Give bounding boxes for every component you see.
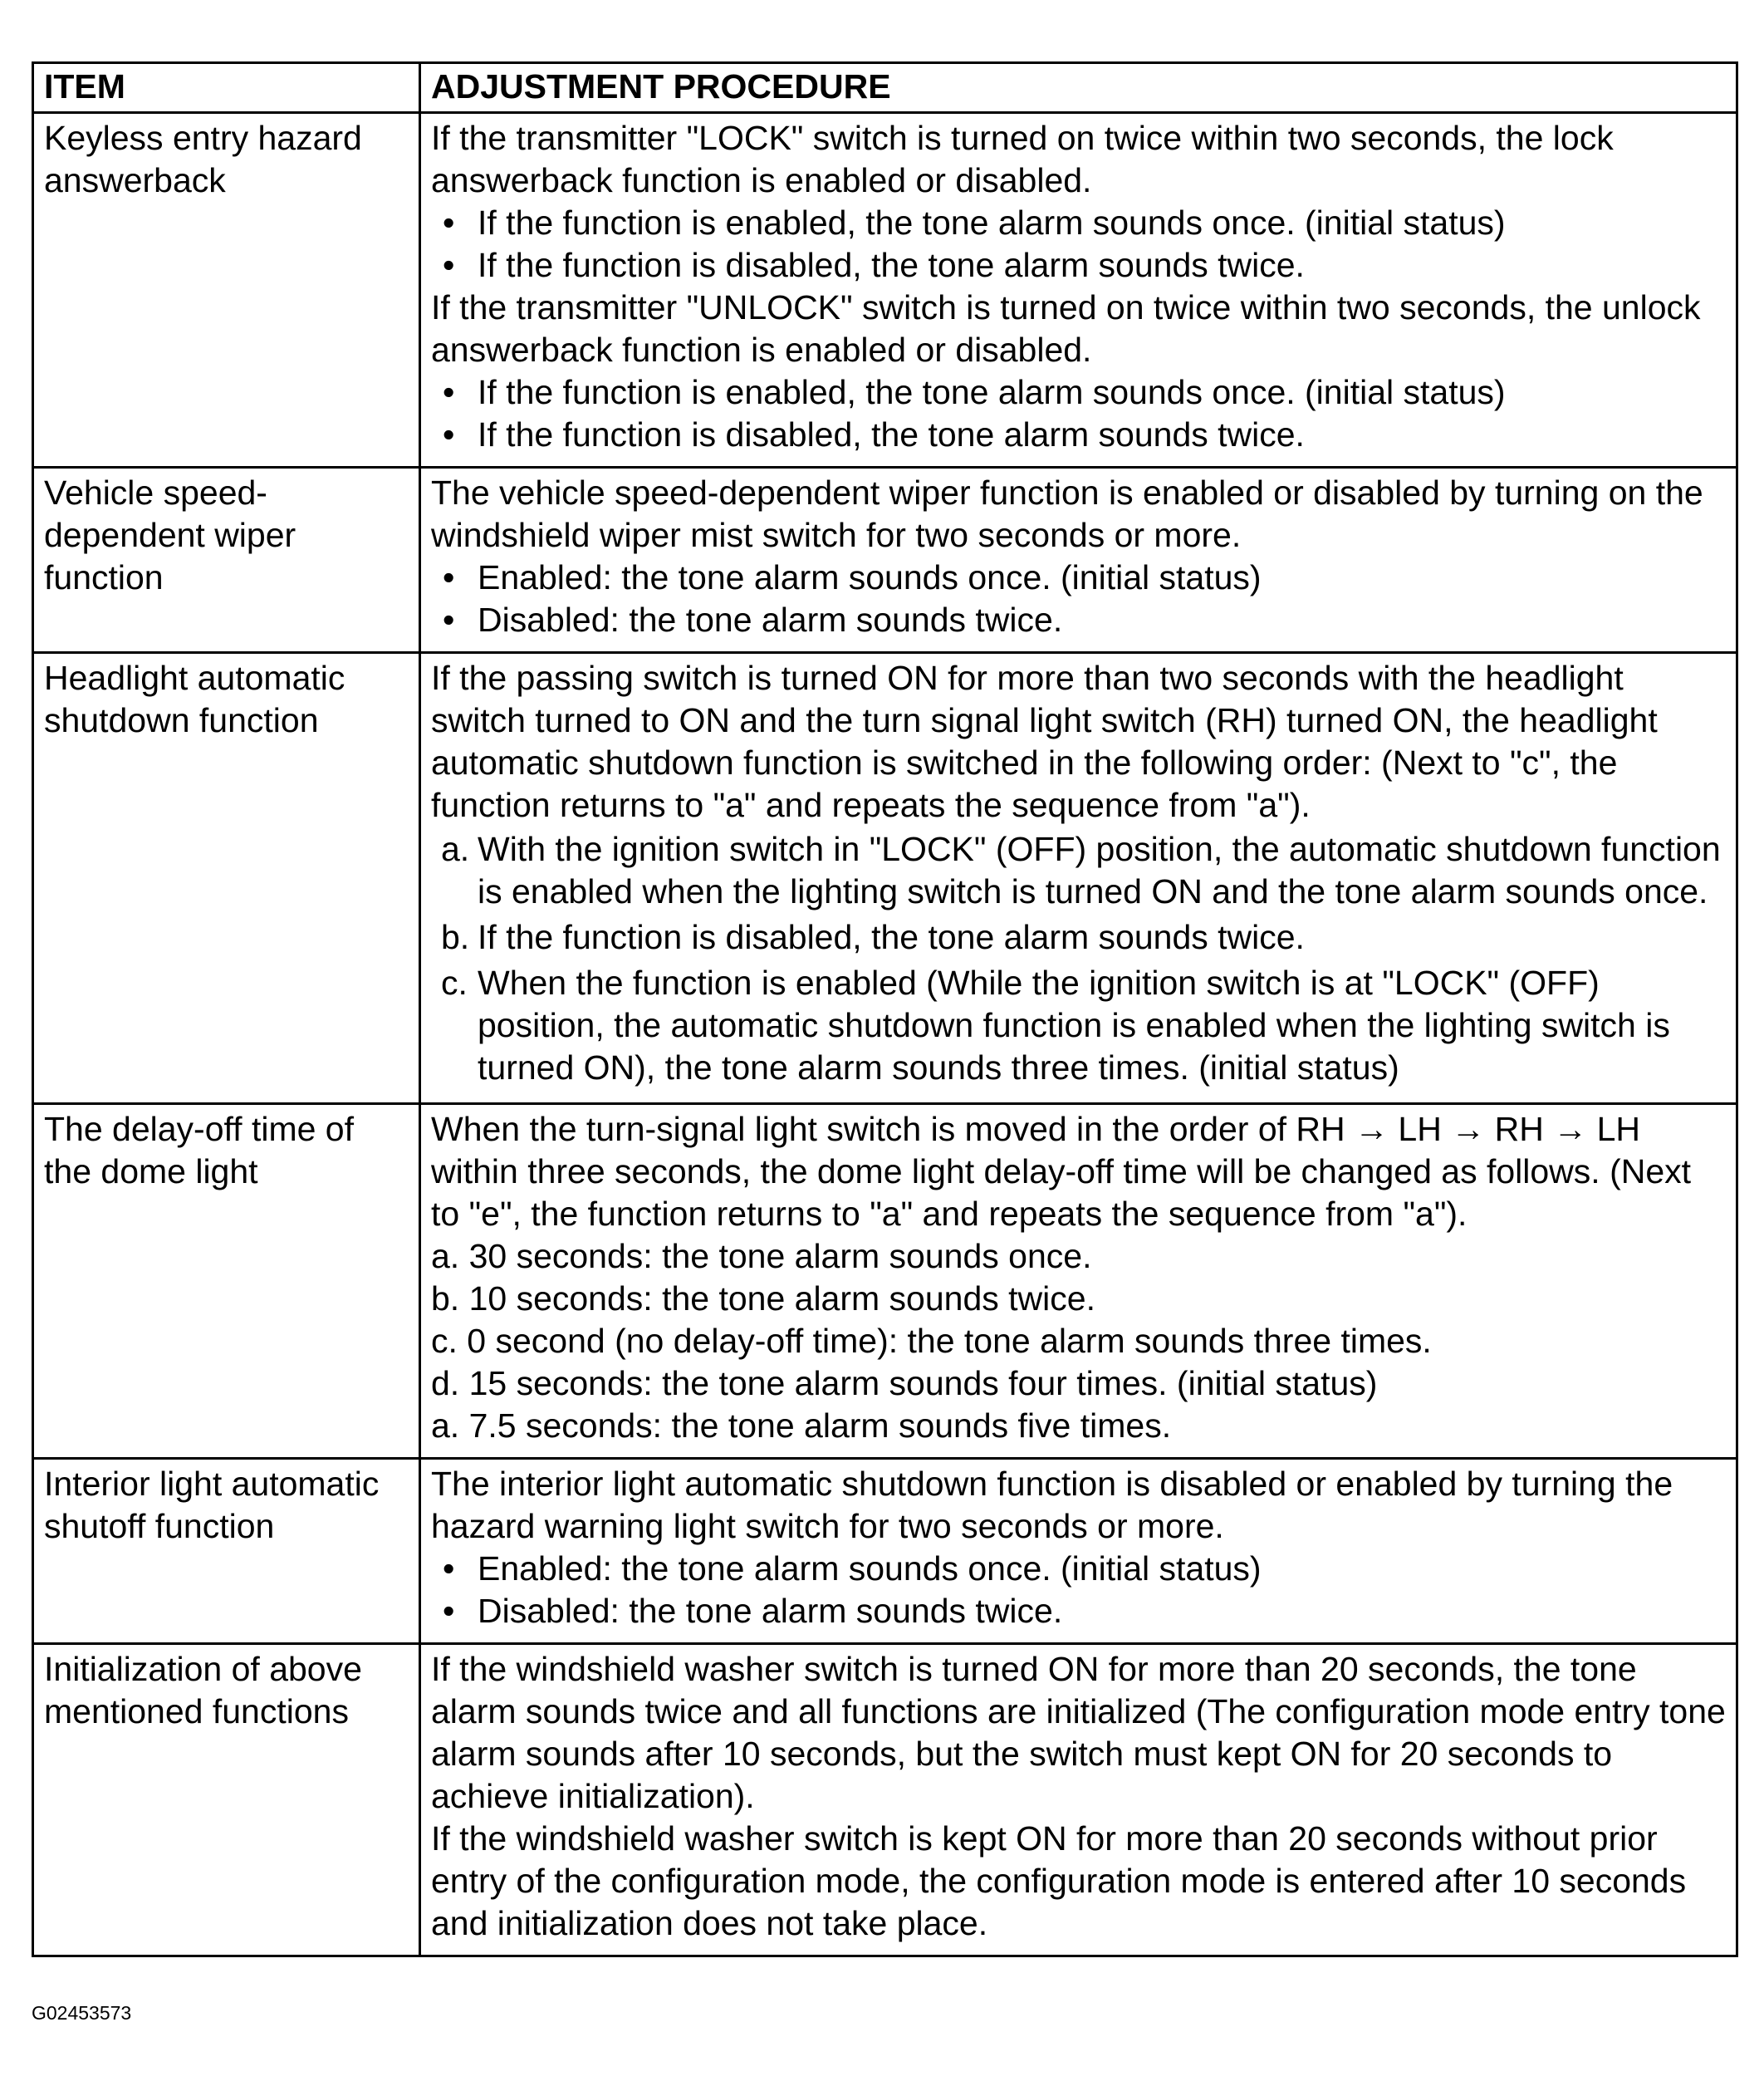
lettered-item <box>431 962 1727 1089</box>
bullet-item: • Disabled: the tone alarm sounds twice. <box>431 599 1727 641</box>
lettered-item-text: If the function is disabled, the tone alarm sounds twice. <box>478 918 1305 956</box>
table-row <box>33 1459 1737 1644</box>
table-body <box>33 113 1737 1956</box>
item-cell: Keyless entry hazard answerback <box>33 113 420 468</box>
procedure-cell <box>420 653 1737 1104</box>
adjustment-table <box>32 61 1738 1957</box>
procedure-paragraph: The interior light automatic shutdown function is disabled or enabled by turning the hazard warning light switch for two seconds or more. <box>431 1465 1673 1545</box>
bullet-item: • If the function is disabled, the tone alarm sounds twice. <box>431 244 1727 287</box>
procedure-paragraph: When the turn-signal light switch is moved in the order of RH → LH → RH → LH within three seconds, the dome light delay-off time will be changed as follows. (Next to "e", the function returns to "a" and repeats the sequence from "a"). <box>431 1110 1692 1233</box>
procedure-paragraph: If the transmitter "LOCK" switch is turned on twice within two seconds, the lock answerback function is enabled or disabled. <box>431 119 1614 199</box>
procedure-cell <box>420 468 1737 653</box>
procedure-cell <box>420 1459 1737 1644</box>
procedure-cell <box>420 1644 1737 1956</box>
sequence-line: a. 30 seconds: the tone alarm sounds once. <box>431 1237 1092 1275</box>
header-procedure: ADJUSTMENT PROCEDURE <box>420 63 1737 113</box>
sequence-line: c. 0 second (no delay-off time): the tone alarm sounds three times. <box>431 1322 1432 1360</box>
list-marker: c. <box>441 964 468 1002</box>
list-marker: a. <box>441 830 470 868</box>
sequence-line: a. 7.5 seconds: the tone alarm sounds five times. <box>431 1406 1172 1445</box>
procedure-paragraph: The vehicle speed-dependent wiper function is enabled or disabled by turning on the windshield wiper mist switch for two seconds or more. <box>431 474 1703 554</box>
procedure-paragraph: If the transmitter "UNLOCK" switch is turned on twice within two seconds, the unlock answerback function is enabled or disabled. <box>431 288 1701 369</box>
lettered-item-text: When the function is enabled (While the ignition switch is at "LOCK" (OFF) position, the automatic shutdown function is enabled when the lighting switch is turned ON), the tone alarm sounds three times. (initial status) <box>478 964 1670 1087</box>
procedure-paragraph: If the passing switch is turned ON for more than two seconds with the headlight switch turned to ON and the turn signal light switch (RH) turned ON, the headlight automatic shutdown function is switched in the following order: (Next to "c", the function returns to "a" and repeats the sequence from "a"). <box>431 659 1658 824</box>
procedure-cell <box>420 113 1737 468</box>
item-cell: Headlight automatic shutdown function <box>33 653 420 1104</box>
item-cell: Interior light automatic shutoff function <box>33 1459 420 1644</box>
figure-code: G02453573 <box>32 2002 132 2024</box>
item-cell: Initialization of above mentioned functions <box>33 1644 420 1956</box>
procedure-paragraph: If the windshield washer switch is turned ON for more than 20 seconds, the tone alarm sounds twice and all functions are initialized (The configuration mode entry tone alarm sounds after 10 seconds, but the switch must kept ON for 20 seconds to achieve initialization). <box>431 1650 1726 1815</box>
lettered-item <box>431 828 1727 913</box>
lettered-item-text: With the ignition switch in "LOCK" (OFF) position, the automatic shutdown function is enabled when the lighting switch is turned ON and the tone alarm sounds once. <box>478 830 1721 910</box>
bullet-item: • Enabled: the tone alarm sounds once. (initial status) <box>431 1548 1727 1590</box>
bullet-item: • Disabled: the tone alarm sounds twice. <box>431 1590 1727 1632</box>
header-item: ITEM <box>33 63 420 113</box>
table-row <box>33 1644 1737 1956</box>
item-cell: Vehicle speed-dependent wiper function <box>33 468 420 653</box>
item-cell: The delay-off time of the dome light <box>33 1104 420 1459</box>
bullet-item: • If the function is enabled, the tone alarm sounds once. (initial status) <box>431 371 1727 414</box>
table-header-row <box>33 63 1737 113</box>
lettered-item <box>431 916 1727 959</box>
bullet-item: • Enabled: the tone alarm sounds once. (initial status) <box>431 557 1727 599</box>
procedure-paragraph: If the windshield washer switch is kept ON for more than 20 seconds without prior entry of the configuration mode, the configuration mode is entered after 10 seconds and initialization does not take place. <box>431 1819 1687 1942</box>
table-row <box>33 1104 1737 1459</box>
list-marker: b. <box>441 918 470 956</box>
procedure-cell <box>420 1104 1737 1459</box>
sequence-line: b. 10 seconds: the tone alarm sounds twice. <box>431 1279 1095 1318</box>
table-row <box>33 468 1737 653</box>
table-row <box>33 113 1737 468</box>
bullet-item: • If the function is enabled, the tone alarm sounds once. (initial status) <box>431 202 1727 244</box>
bullet-item: • If the function is disabled, the tone alarm sounds twice. <box>431 414 1727 456</box>
sequence-line: d. 15 seconds: the tone alarm sounds four times. (initial status) <box>431 1364 1378 1402</box>
table-row <box>33 653 1737 1104</box>
